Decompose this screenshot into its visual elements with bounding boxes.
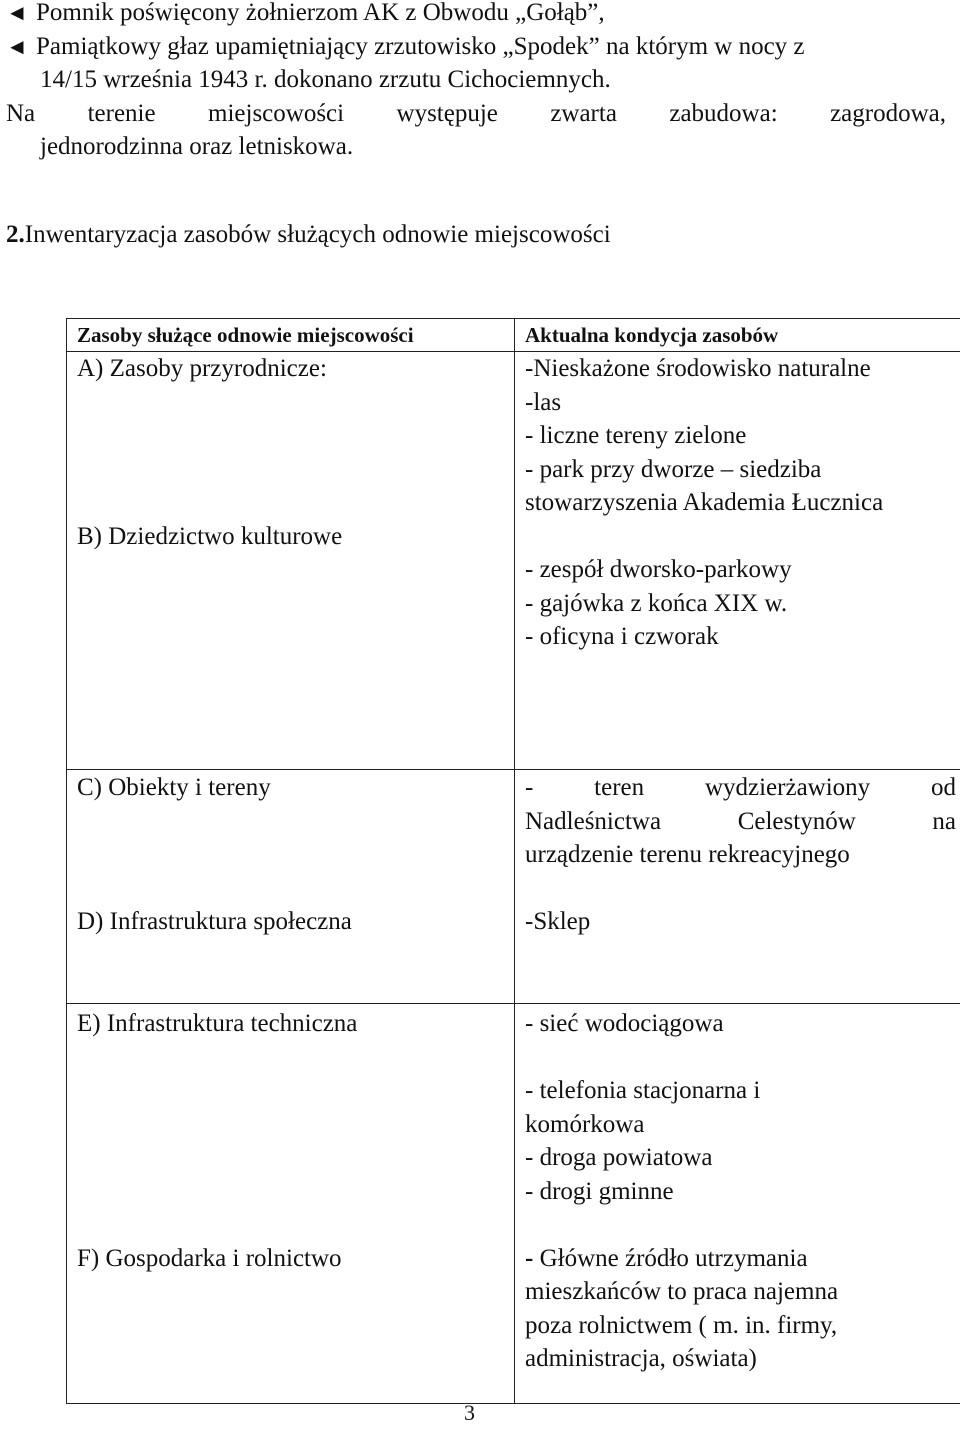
- resource-cell: [67, 1004, 515, 1404]
- resource-cell: [67, 770, 515, 1004]
- resource-label-b: B) Dziedzictwo kulturowe: [77, 520, 504, 554]
- list-item: urządzenie terenu rekreacyjnego: [525, 838, 956, 872]
- condition-cell: [515, 770, 960, 1004]
- list-item: - drogi gminne: [525, 1175, 956, 1209]
- list-item: - gajówka z końca XIX w.: [525, 587, 956, 621]
- bullet-item: ◄ Pamiątkowy głaz upamiętniający zrzutowisko „Spodek” na którym w nocy z: [6, 30, 946, 64]
- resource-label-c: C) Obiekty i tereny: [77, 771, 504, 805]
- list-item: - zespół dworsko-parkowy: [525, 553, 956, 587]
- condition-cell: [515, 352, 960, 770]
- resources-table: [66, 318, 960, 1404]
- page-number: 3: [464, 1396, 475, 1430]
- resource-label-e: E) Infrastruktura techniczna: [77, 1007, 504, 1041]
- list-item: - Główne źródło utrzymania: [525, 1242, 956, 1276]
- list-item: - park przy dworze – siedziba: [525, 453, 956, 487]
- list-item: - liczne tereny zielone: [525, 419, 956, 453]
- list-item: - teren wydzierżawiony od: [525, 771, 956, 805]
- triangle-left-icon: ◄: [6, 30, 36, 64]
- section-title: Inwentaryzacja zasobów służących odnowie miejscowości: [25, 221, 611, 248]
- bullet-continuation: 14/15 września 1943 r. dokonano zrzutu Cichociemnych.: [6, 63, 946, 97]
- table-row: [67, 352, 960, 770]
- list-item: Nadleśnictwa Celestynów na: [525, 805, 956, 839]
- list-item: mieszkańców to praca najemna: [525, 1275, 956, 1309]
- triangle-left-icon: ◄: [6, 0, 36, 30]
- paragraph-line: jednorodzinna oraz letniskowa.: [6, 130, 946, 164]
- bullet-item: ◄ Pomnik poświęcony żołnierzom AK z Obwodu „Gołąb”,: [6, 0, 946, 30]
- resource-label-a: A) Zasoby przyrodnicze:: [77, 352, 504, 386]
- table-row: [67, 770, 960, 1004]
- list-item: komórkowa: [525, 1108, 956, 1142]
- list-item: stowarzyszenia Akademia Łucznica: [525, 486, 956, 520]
- resource-label-d: D) Infrastruktura społeczna: [77, 905, 504, 939]
- header-cell-resources: Zasoby służące odnowie miejscowości: [67, 319, 515, 352]
- list-item: - telefonia stacjonarna i: [525, 1074, 956, 1108]
- table-header-row: [67, 319, 960, 352]
- resource-label-f: F) Gospodarka i rolnictwo: [77, 1242, 504, 1276]
- condition-cell: [515, 1004, 960, 1404]
- section-number: 2.: [6, 221, 25, 248]
- list-item: -Sklep: [525, 905, 956, 939]
- paragraph-line: Na terenie miejscowości występuje zwarta zabudowa: zagrodowa,: [6, 97, 946, 131]
- table-row: [67, 1004, 960, 1404]
- list-item: -las: [525, 386, 956, 420]
- list-item: - oficyna i czworak: [525, 620, 956, 654]
- list-item: - sieć wodociągowa: [525, 1007, 956, 1041]
- section-heading: [6, 218, 611, 252]
- list-item: poza rolnictwem ( m. in. firmy,: [525, 1309, 956, 1343]
- header-cell-condition: Aktualna kondycja zasobów: [515, 319, 960, 352]
- list-item: -Nieskażone środowisko naturalne: [525, 352, 956, 386]
- list-item: administracja, oświata): [525, 1342, 956, 1376]
- intro-text: [6, 0, 946, 164]
- list-item: - droga powiatowa: [525, 1141, 956, 1175]
- resource-cell: [67, 352, 515, 770]
